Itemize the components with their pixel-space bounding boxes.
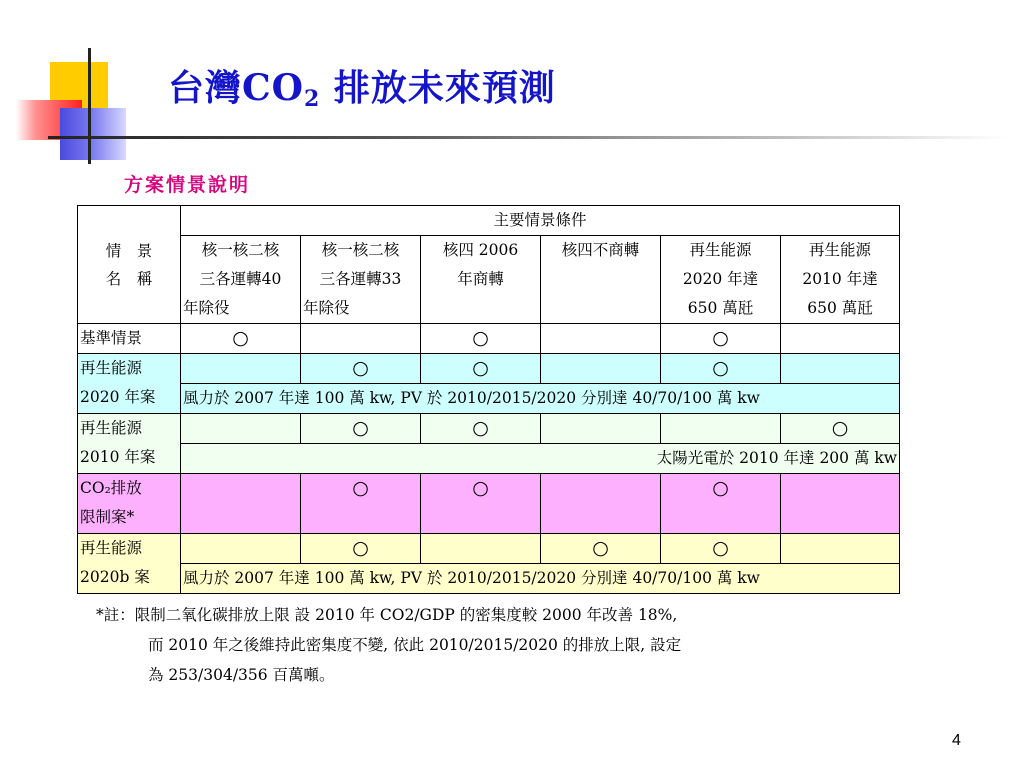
table-row: [78, 474, 900, 534]
decorative-vertical-line: [88, 48, 91, 164]
table-row-note: [78, 384, 900, 414]
circle-mark: ○: [472, 417, 489, 439]
condition-cell: [181, 354, 301, 384]
circle-mark: ○: [352, 537, 369, 559]
column-header: 核一核二核 三各運轉40 年除役: [181, 236, 301, 324]
slide-title: 台灣$CO_2$ 排放未來預測: [168, 67, 556, 112]
column-header: 核四不商轉: [541, 236, 661, 324]
scenario-name: 再生能源 2020b 案: [78, 534, 181, 594]
scenario-note: 太陽光電於 2010 年達 200 萬 kw: [181, 444, 900, 474]
scenario-name: CO₂排放 限制案*: [78, 474, 181, 534]
condition-cell: [661, 414, 781, 444]
condition-cell: [181, 534, 301, 564]
page-number: 4: [952, 732, 961, 749]
table-row: [78, 534, 900, 564]
condition-cell: [661, 354, 781, 384]
conditions-header: 主要情景條件: [181, 206, 900, 236]
condition-cell: [421, 354, 541, 384]
condition-cell: [181, 324, 301, 354]
header-row-2: [78, 236, 900, 324]
condition-cell: [541, 324, 661, 354]
table-row: [78, 354, 900, 384]
circle-mark: ○: [352, 477, 369, 499]
condition-cell: [421, 474, 541, 534]
condition-cell: [181, 414, 301, 444]
section-subtitle: 方案情景說明: [124, 174, 251, 196]
column-header: 再生能源 2020 年達 650 萬瓩: [661, 236, 781, 324]
condition-cell: [781, 534, 900, 564]
header-row-1: [78, 206, 900, 236]
table-row: [78, 414, 900, 444]
circle-mark: ○: [472, 357, 489, 379]
scenario-name: 再生能源 2020 年案: [78, 354, 181, 414]
title-underline: [48, 136, 1008, 139]
header-text: 名 稱: [105, 269, 153, 288]
condition-cell: [661, 534, 781, 564]
circle-mark: ○: [712, 327, 729, 349]
condition-cell: [541, 474, 661, 534]
condition-cell: [421, 324, 541, 354]
column-header: 核一核二核 三各運轉33 年除役: [301, 236, 421, 324]
table-row-note: [78, 564, 900, 594]
footnote-line: 為 253/304/356 百萬噸。: [148, 666, 335, 684]
condition-cell: [301, 324, 421, 354]
condition-cell: [421, 534, 541, 564]
circle-mark: ○: [472, 327, 489, 349]
scenario-note: 風力於 2007 年達 100 萬 kw, PV 於 2010/2015/2020 分別達 40/70/100 萬 kw: [181, 564, 900, 594]
footnote-line: 而 2010 年之後維持此密集度不變, 依此 2010/2015/2020 的排放上限, 設定: [148, 636, 682, 654]
circle-mark: ○: [472, 477, 489, 499]
column-header: 再生能源 2010 年達 650 萬瓩: [781, 236, 900, 324]
condition-cell: [301, 534, 421, 564]
condition-cell: [181, 474, 301, 534]
table-row-note: [78, 444, 900, 474]
footnote-line: *註：限制二氧化碳排放上限 設 2010 年 CO2/GDP 的密集度較 2000 年改善 18%,: [96, 606, 678, 624]
condition-cell: [541, 354, 661, 384]
circle-mark: ○: [352, 357, 369, 379]
condition-cell: [661, 474, 781, 534]
table-row: [78, 324, 900, 354]
circle-mark: ○: [712, 537, 729, 559]
condition-cell: [541, 414, 661, 444]
circle-mark: ○: [831, 417, 849, 439]
condition-cell: [781, 354, 900, 384]
circle-mark: ○: [232, 327, 249, 349]
condition-cell: [781, 414, 900, 444]
column-header: 核四 2006 年商轉: [421, 236, 541, 324]
scenario-note: 風力於 2007 年達 100 萬 kw, PV 於 2010/2015/2020 分別達 40/70/100 萬 kw: [181, 384, 900, 414]
footnote: [96, 600, 896, 690]
scenario-name: 再生能源 2010 年案: [78, 414, 181, 474]
scenario-name: 基準情景: [78, 324, 181, 354]
scenario-table: [77, 205, 900, 594]
circle-mark: ○: [712, 357, 729, 379]
condition-cell: [781, 324, 900, 354]
condition-cell: [301, 354, 421, 384]
condition-cell: [541, 534, 661, 564]
header-text: 情 景: [105, 241, 153, 260]
circle-mark: ○: [592, 537, 609, 559]
condition-cell: [781, 474, 900, 534]
scenario-name-header: [78, 206, 181, 324]
circle-mark: ○: [352, 417, 369, 439]
condition-cell: [301, 474, 421, 534]
decorative-blue-square: [60, 108, 126, 160]
condition-cell: [421, 414, 541, 444]
condition-cell: [301, 414, 421, 444]
circle-mark: ○: [712, 477, 729, 499]
condition-cell: [661, 324, 781, 354]
